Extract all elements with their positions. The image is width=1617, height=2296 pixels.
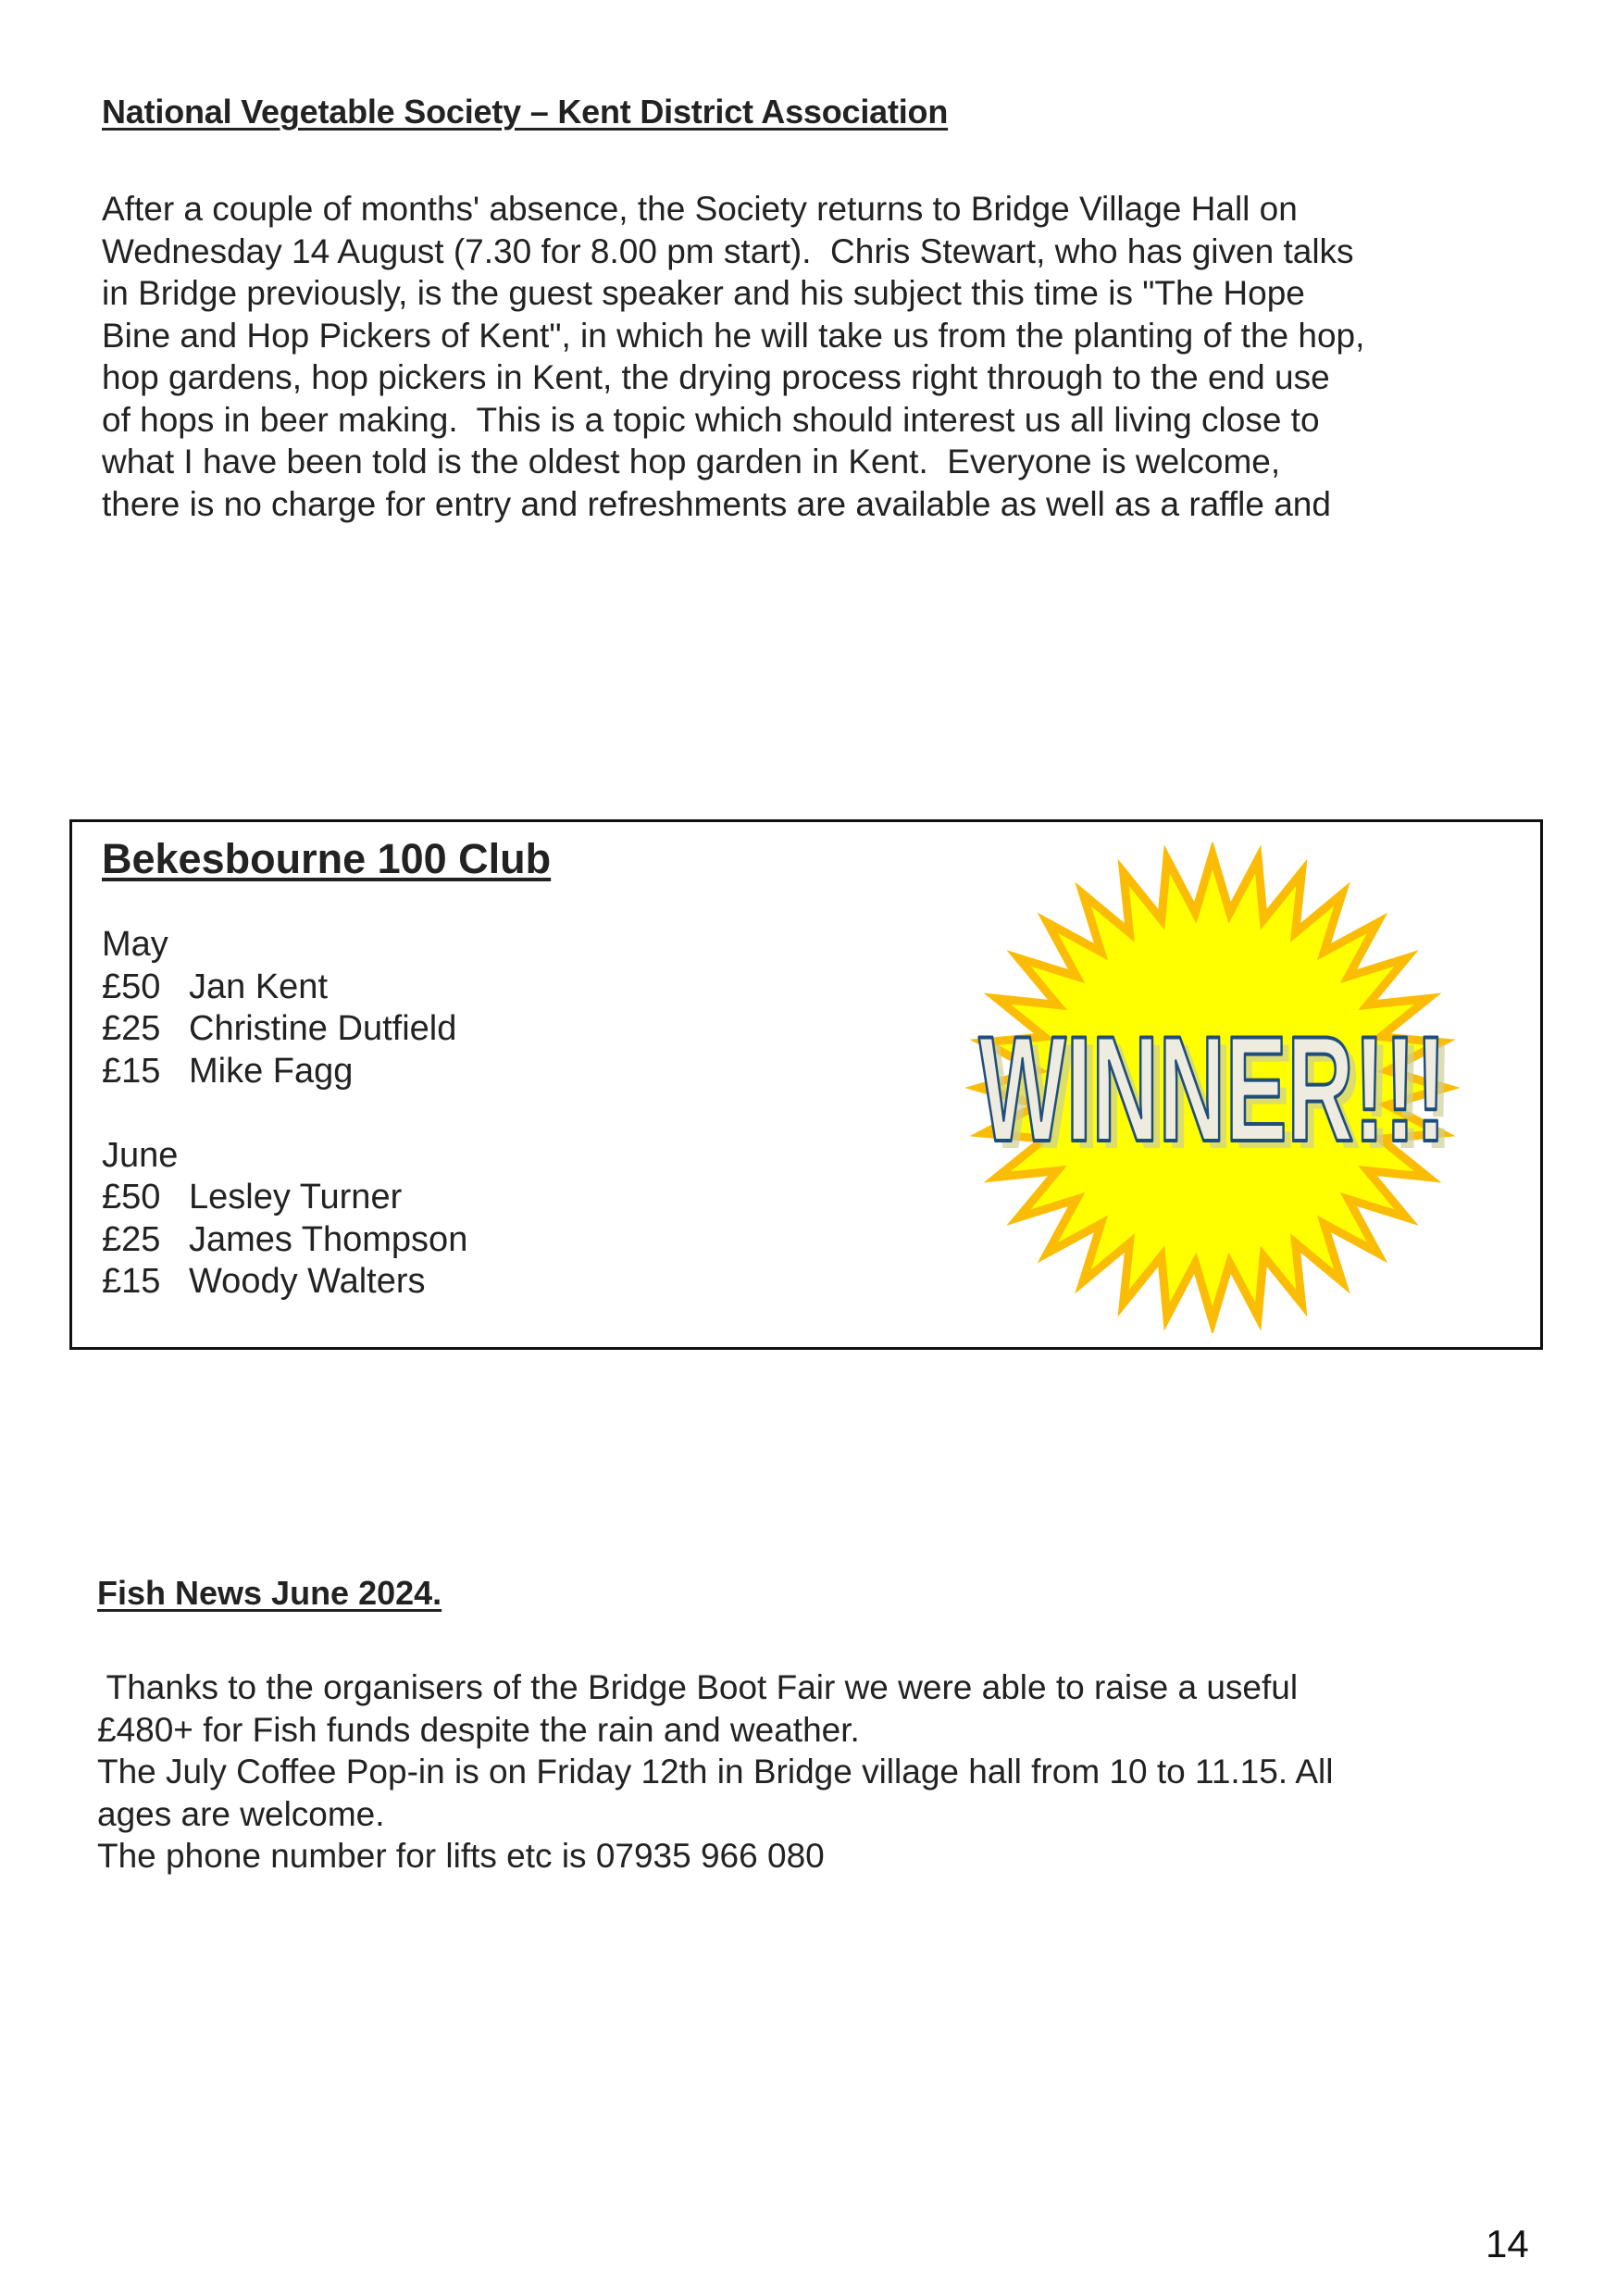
winner-row <box>102 1051 467 1093</box>
prize-amount: £50 <box>102 1178 161 1217</box>
prize-amount: £50 <box>102 967 161 1006</box>
fish-line: The July Coffee Pop-in is on Friday 12th in Bridge village hall from 10 to 11.15. All <box>97 1753 1334 1791</box>
month-label-june: June <box>102 1135 179 1175</box>
winner-name: Woody Walters <box>189 1262 426 1301</box>
prize-amount: £25 <box>102 1219 161 1259</box>
winner-row <box>102 967 467 1009</box>
nvs-line: After a couple of months' absence, the Society returns to Bridge Village Hall on <box>102 190 1298 228</box>
winner-name: Lesley Turner <box>189 1178 403 1217</box>
prize-amount: £15 <box>102 1051 161 1091</box>
nvs-heading: National Vegetable Society – Kent District Association <box>102 93 949 131</box>
winner-name: James Thompson <box>189 1219 468 1259</box>
club-heading: Bekesbourne 100 Club <box>102 835 552 882</box>
winner-text: WINNER!!! <box>978 1005 1447 1173</box>
winner-row <box>102 1261 467 1304</box>
winner-row <box>102 1219 467 1262</box>
nvs-line: of hops in beer making. This is a topic which should interest us all living close to <box>102 400 1320 439</box>
winner-name: Mike Fagg <box>189 1051 354 1091</box>
nvs-line: there is no charge for entry and refreshments are available as well as a raffle and <box>102 484 1331 523</box>
winners-list <box>102 924 467 1304</box>
prize-amount: £15 <box>102 1262 161 1301</box>
winner-text-shadow: WINNER!!! <box>986 1013 1454 1180</box>
nvs-line: Bine and Hop Pickers of Kent", in which he will take us from the planting of the hop, <box>102 316 1365 355</box>
fish-line: ages are welcome. <box>97 1794 385 1833</box>
winner-row <box>102 1008 467 1051</box>
prize-amount: £25 <box>102 1009 161 1048</box>
winner-name: Christine Dutfield <box>189 1009 457 1048</box>
winner-row <box>102 1177 467 1219</box>
winner-name: Jan Kent <box>189 967 328 1006</box>
nvs-line: what I have been told is the oldest hop garden in Kent. Everyone is welcome, <box>102 443 1281 480</box>
fish-paragraph <box>97 1666 1541 1878</box>
fish-line: £480+ for Fish funds despite the rain and weather. <box>97 1710 860 1749</box>
month-label-may: May <box>102 925 168 964</box>
nvs-paragraph <box>102 188 1546 525</box>
fish-line: The phone number for lifts etc is 07935 966 080 <box>97 1837 825 1875</box>
nvs-line: in Bridge previously, is the guest speaker and his subject this time is "The Hope <box>102 274 1305 312</box>
nvs-line: hop gardens, hop pickers in Kent, the drying process right through to the end use <box>102 358 1330 396</box>
winner-starburst-graphic <box>870 842 1555 1333</box>
fish-heading: Fish News June 2024. <box>97 1574 442 1612</box>
page-number: 14 <box>1486 2222 1529 2265</box>
fish-line: Thanks to the organisers of the Bridge Boot Fair we were able to raise a useful <box>97 1668 1299 1706</box>
nvs-line: Wednesday 14 August (7.30 for 8.00 pm start). Chris Stewart, who has given talks <box>102 231 1354 270</box>
spacer <box>102 1092 467 1135</box>
